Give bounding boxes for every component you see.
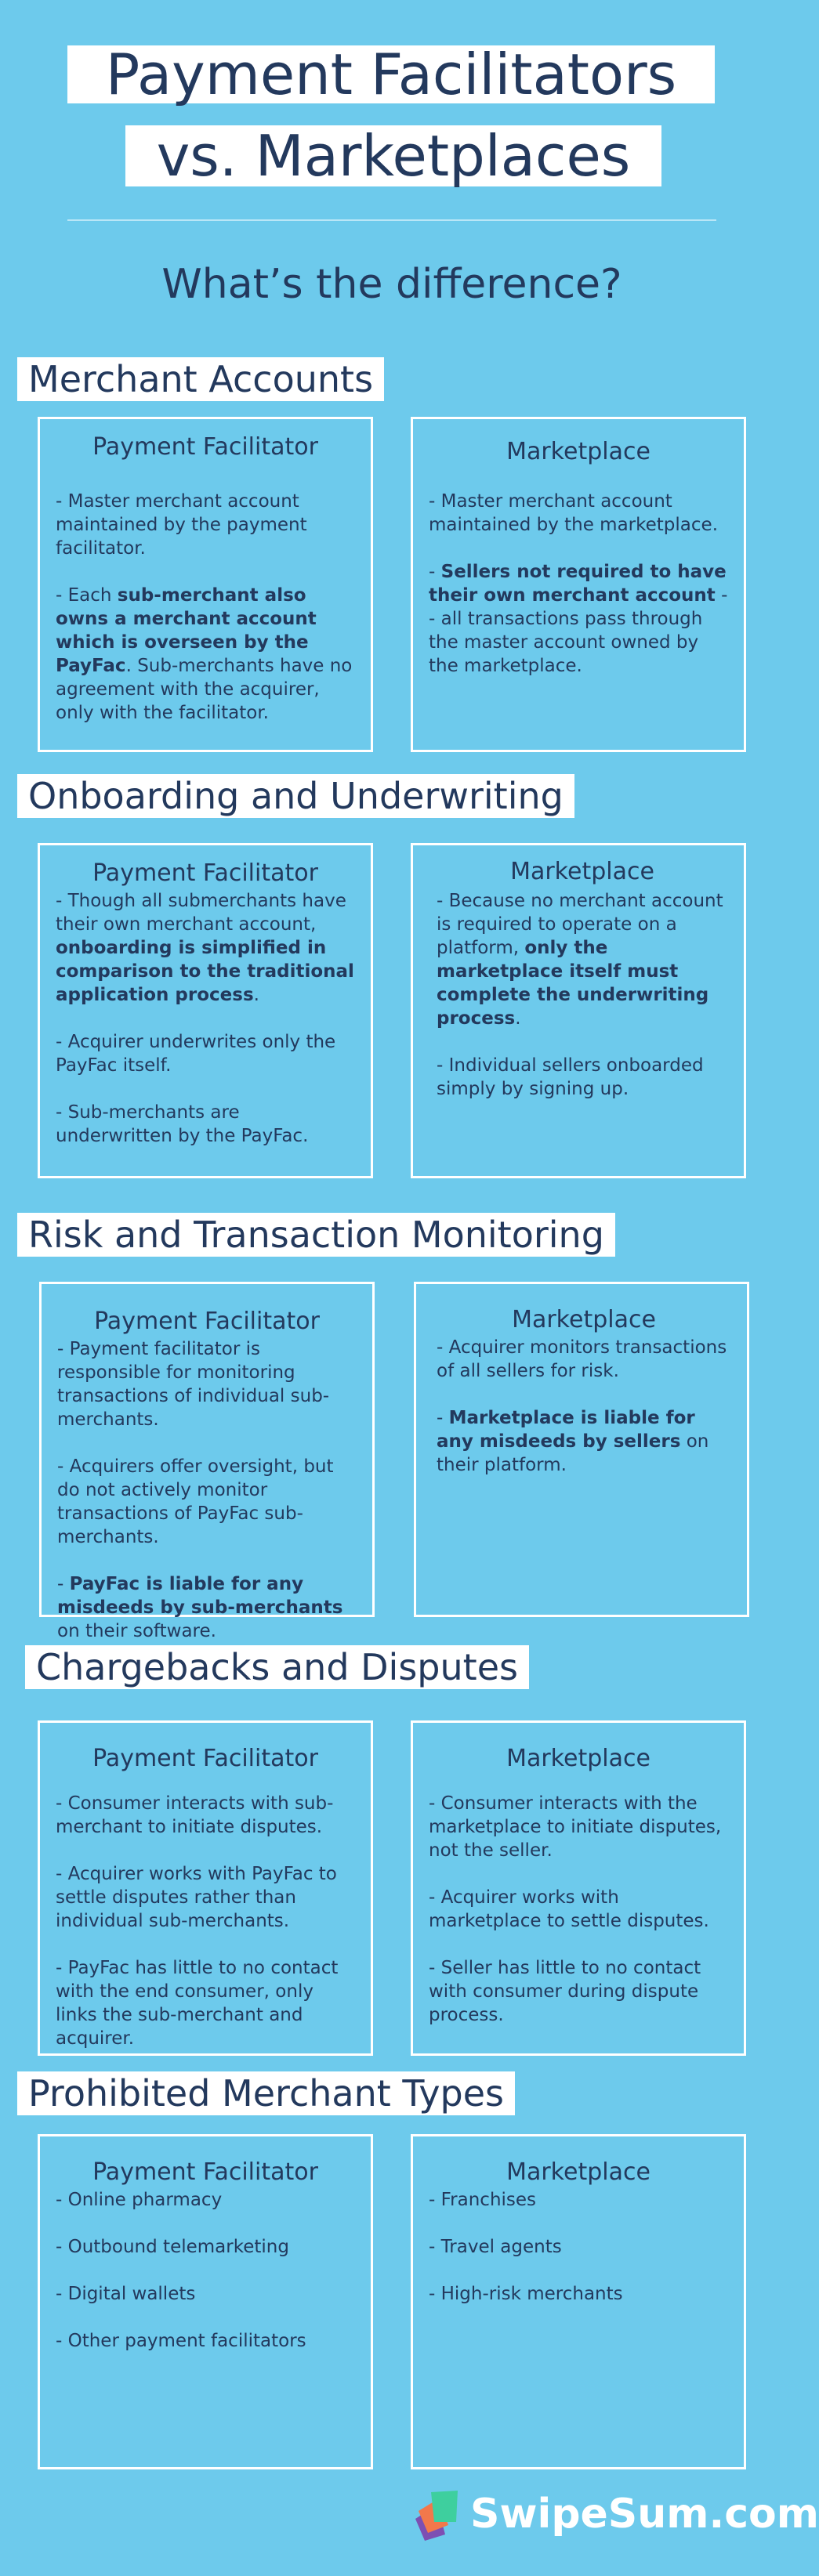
box-paragraph <box>56 1101 355 1148</box>
box-onboarding-marketplace <box>411 843 746 1178</box>
box-paragraph <box>56 2329 355 2353</box>
box-risk-marketplace <box>414 1282 749 1617</box>
text-segment: - Franchises <box>429 2190 537 2210</box>
text-segment: on their software. <box>57 1621 216 1641</box>
box-paragraph <box>56 584 355 725</box>
page-title-line-1: Payment Facilitators <box>67 45 715 103</box>
box-paragraph <box>56 1862 355 1933</box>
page-title-line-2: vs. Marketplaces <box>125 125 661 186</box>
box-body <box>429 1792 728 2027</box>
box-prohibited-payfac <box>38 2134 373 2469</box>
swipesum-logo[interactable] <box>411 2487 819 2542</box>
box-body <box>56 1792 355 2050</box>
bold-text: Marketplace is liable for any misdeeds by sellers <box>437 1408 695 1452</box>
bold-text: sub-merchant also owns a merchant account which is overseen by the PayFac <box>56 585 317 676</box>
text-segment: - Individual sellers onboarded simply by signing up. <box>437 1055 704 1099</box>
page-subtitle: What’s the difference? <box>161 261 622 308</box>
box-heading: Payment Facilitator <box>92 859 318 887</box>
text-segment: - Outbound telemarketing <box>56 2237 289 2257</box>
text-segment: - Digital wallets <box>56 2284 196 2304</box>
box-body <box>56 889 355 1148</box>
title-divider <box>67 219 716 221</box>
box-paragraph <box>429 490 728 537</box>
box-body <box>429 490 728 678</box>
box-heading: Marketplace <box>506 438 650 465</box>
box-paragraph <box>429 1886 728 1933</box>
bold-text: Sellers not required to have their own merchant account <box>429 562 727 606</box>
text-segment: - Acquirer underwrites only the PayFac itself. <box>56 1032 336 1076</box>
box-heading: Marketplace <box>510 858 654 885</box>
box-paragraph <box>437 1054 728 1101</box>
swipesum-logo-icon <box>411 2487 467 2542</box>
text-segment: -- all transactions pass through the master account owned by the marketplace. <box>429 585 728 676</box>
text-segment: - Each <box>56 585 118 606</box>
text-segment: - Sub-merchants are underwritten by the PayFac. <box>56 1102 309 1146</box>
text-segment: - <box>437 1408 449 1428</box>
text-segment: - Master merchant account maintained by the payment facilitator. <box>56 491 307 559</box>
box-heading: Payment Facilitator <box>92 2158 318 2186</box>
text-segment: on their platform. <box>437 1431 709 1475</box>
box-onboarding-payfac <box>38 843 373 1178</box>
text-segment: . <box>253 985 259 1005</box>
box-merchant-accounts-marketplace <box>411 417 746 752</box>
text-segment: - Master merchant account maintained by the marketplace. <box>429 491 718 535</box>
box-chargebacks-marketplace <box>411 1720 746 2056</box>
box-paragraph <box>437 1336 731 1383</box>
box-paragraph <box>57 1455 357 1549</box>
box-paragraph <box>56 1792 355 1839</box>
bold-text: PayFac is liable for any misdeeds by sub-merchants <box>57 1574 343 1618</box>
box-paragraph <box>56 1030 355 1077</box>
box-heading: Marketplace <box>506 1745 650 1772</box>
box-body <box>437 1336 731 1477</box>
box-heading: Payment Facilitator <box>94 1308 320 1335</box>
box-body <box>56 2188 355 2353</box>
box-body <box>437 889 728 1101</box>
box-heading: Marketplace <box>506 2158 650 2186</box>
box-paragraph <box>437 1406 731 1477</box>
text-segment: - Consumer interacts with sub-merchant to initiate disputes. <box>56 1793 334 1837</box>
box-paragraph <box>56 2282 355 2306</box>
section-title-risk: Risk and Transaction Monitoring <box>17 1213 615 1257</box>
box-paragraph <box>437 889 728 1030</box>
logo-text: SwipeSum.com <box>470 2491 819 2538</box>
text-segment: - Acquirers offer oversight, but do not actively monitor transactions of PayFac sub-merchants. <box>57 1456 334 1547</box>
box-body <box>429 2188 728 2306</box>
section-title-onboarding: Onboarding and Underwriting <box>17 774 574 818</box>
box-paragraph <box>429 1792 728 1862</box>
text-segment: - Travel agents <box>429 2237 562 2257</box>
box-paragraph <box>57 1337 357 1431</box>
box-prohibited-marketplace <box>411 2134 746 2469</box>
box-paragraph <box>56 490 355 560</box>
box-paragraph <box>429 1956 728 2027</box>
box-paragraph <box>429 560 728 678</box>
text-segment: . Sub-merchants have no agreement with the acquirer, only with the facilitator. <box>56 656 353 723</box>
bold-text: only the marketplace itself must complete the underwriting process <box>437 938 709 1029</box>
text-segment: . <box>515 1008 521 1029</box>
box-paragraph <box>57 1572 357 1643</box>
box-merchant-accounts-payfac <box>38 417 373 752</box>
box-heading: Payment Facilitator <box>92 433 318 461</box>
text-segment: - Online pharmacy <box>56 2190 223 2210</box>
box-paragraph <box>429 2235 728 2259</box>
text-segment: - Seller has little to no contact with consumer during dispute process. <box>429 1958 701 2025</box>
bold-text: onboarding is simplified in comparison to the traditional application process <box>56 938 354 1005</box>
text-segment: - Consumer interacts with the marketplace to initiate disputes, not the seller. <box>429 1793 722 1861</box>
section-title-chargebacks: Chargebacks and Disputes <box>25 1645 529 1689</box>
text-segment: - Acquirer monitors transactions of all sellers for risk. <box>437 1337 727 1381</box>
box-paragraph <box>56 1956 355 2050</box>
box-paragraph <box>429 2188 728 2212</box>
box-heading: Payment Facilitator <box>92 1745 318 1772</box>
text-segment: - Acquirer works with marketplace to settle disputes. <box>429 1887 709 1931</box>
text-segment: - Acquirer works with PayFac to settle disputes rather than individual sub-merchants. <box>56 1864 337 1931</box>
text-segment: - <box>429 562 441 582</box>
section-title-merchant-accounts: Merchant Accounts <box>17 357 384 401</box>
box-heading: Marketplace <box>512 1306 656 1333</box>
text-segment: - Payment facilitator is responsible for monitoring transactions of individual sub-merchants. <box>57 1339 330 1430</box>
box-paragraph <box>56 889 355 1007</box>
text-segment: - High-risk merchants <box>429 2284 623 2304</box>
text-segment: - Though all submerchants have their own merchant account, <box>56 891 346 935</box>
box-body <box>57 1337 357 1643</box>
box-paragraph <box>56 2188 355 2212</box>
section-title-prohibited: Prohibited Merchant Types <box>17 2071 515 2115</box>
text-segment: - Other payment facilitators <box>56 2331 306 2351</box>
text-segment: - PayFac has little to no contact with the end consumer, only links the sub-merchant and acquirer. <box>56 1958 339 2049</box>
box-body <box>56 490 355 725</box>
box-paragraph <box>56 2235 355 2259</box>
box-chargebacks-payfac <box>38 1720 373 2056</box>
box-risk-payfac <box>39 1282 375 1641</box>
text-segment: - <box>57 1574 70 1594</box>
box-paragraph <box>429 2282 728 2306</box>
text-segment: - Because no merchant account is required to operate on a platform, <box>437 891 723 958</box>
